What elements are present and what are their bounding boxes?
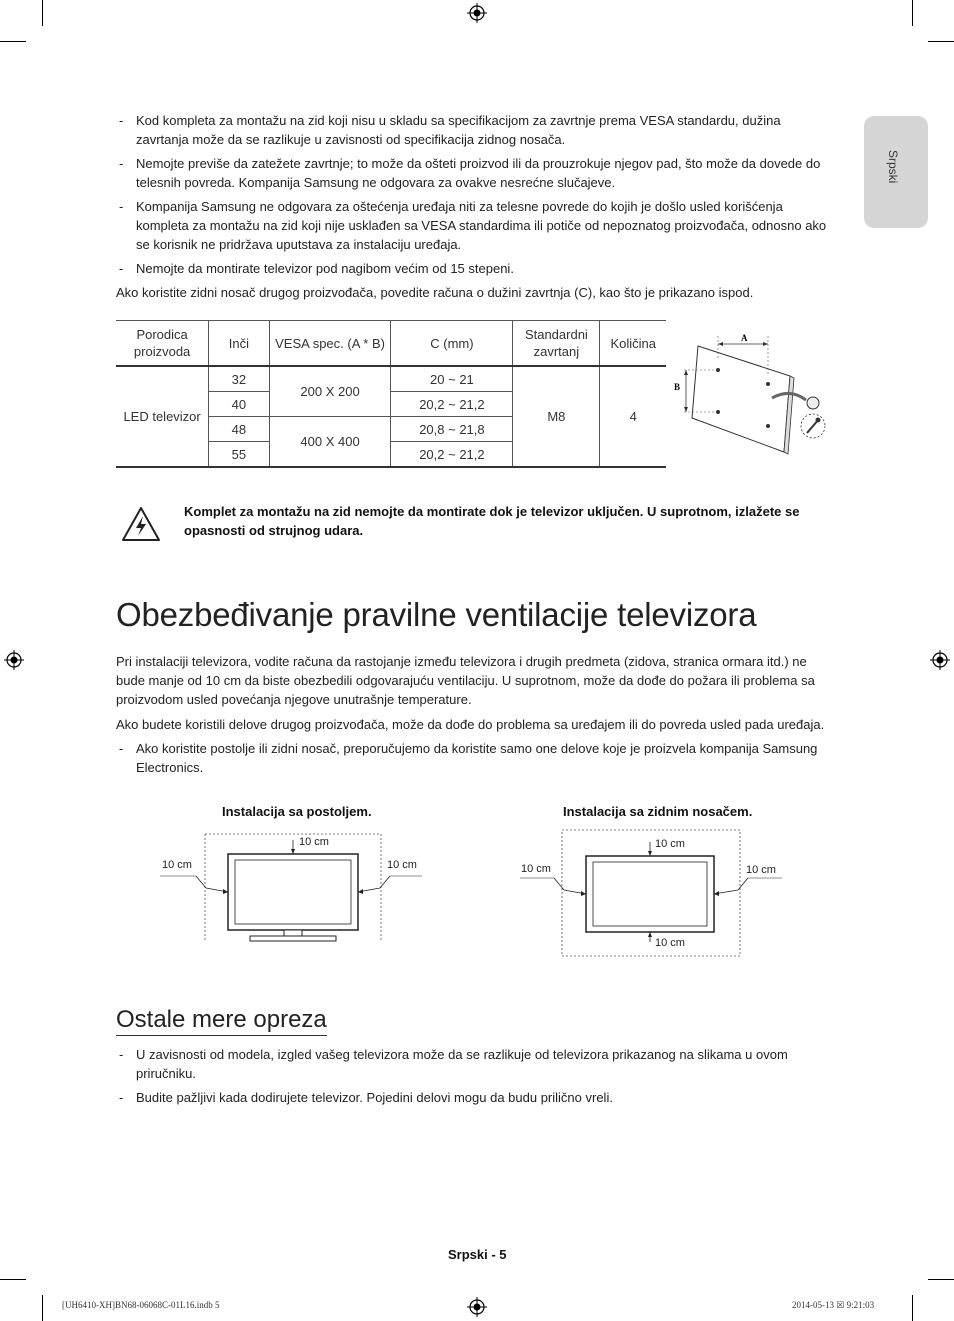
list-item: - Kompanija Samsung ne odgovara za oštećenja uređaja niti za telesne povrede do kojih je došlo usled korišćenja kompleta za montažu na zid koji nije usklađen sa VESA standardima ili potiče od nepoznatog proizvođača, odnosno ako se korisnik ne pridržava uputstava za instalaciju uređaja.: [116, 197, 836, 254]
column-header: Standardni zavrtanj: [513, 321, 600, 367]
table-cell: 32: [209, 366, 269, 392]
table-header-row: [116, 321, 666, 367]
table-cell: M8: [513, 366, 600, 467]
crop-mark: [912, 0, 913, 26]
crop-mark: [0, 41, 26, 42]
ventilation-section-title: Obezbeđivanje pravilne ventilacije televizora: [116, 596, 757, 633]
clearance-left-label: 10 cm: [162, 859, 192, 871]
vesa-mount-diagram: [672, 326, 837, 456]
list-item: - Nemojte previše da zatežete zavrtnje; to može da ošteti proizvod ili da prouzrokuje njegov pad, što može da dovede do telesnih povreda. Kompanija Samsung ne odgovara za ovakve nesrećne slučajeve.: [116, 154, 836, 192]
language-side-tab-label: Srpski: [886, 150, 900, 184]
crop-mark: [928, 1279, 954, 1280]
label-a: A: [741, 333, 748, 343]
clearance-bottom-label: 10 cm: [655, 937, 685, 949]
column-header: Inči: [209, 321, 269, 367]
print-timestamp: 2014-05-13 ☒ 9:21:03: [792, 1300, 875, 1310]
wall-installation-diagram: [520, 826, 790, 961]
label-b: B: [674, 382, 681, 392]
table-cell: 40: [209, 392, 269, 417]
language-side-tab: [864, 116, 928, 228]
wall-mount-spec-table: [116, 320, 666, 468]
stand-installation-title: Instalacija sa postoljem.: [222, 804, 372, 819]
column-header: Količina: [600, 321, 666, 367]
list-item: - U zavisnosti od modela, izgled vašeg televizora može da se razlikuje od televizora prikazanog na slikama u ovom priručniku.: [116, 1045, 836, 1083]
clearance-right-label: 10 cm: [387, 859, 417, 871]
clearance-left-label: 10 cm: [521, 863, 551, 875]
list-item: - Nemojte da montirate televizor pod nagibom većim od 15 stepeni.: [116, 259, 836, 278]
crop-mark: [928, 41, 954, 42]
ventilation-notes: [116, 739, 836, 782]
clearance-top-label: 10 cm: [299, 836, 329, 848]
print-file-name: [UH6410-XH]BN68-06068C-01L16.indb 5: [62, 1300, 220, 1310]
precautions-section-title: Ostale mere opreza: [116, 1006, 327, 1036]
table-cell: 20,8 ~ 21,8: [391, 417, 513, 442]
crop-mark: [42, 0, 43, 26]
electric-shock-warning-icon: [121, 506, 161, 542]
table-cell: 20 ~ 21: [391, 366, 513, 392]
screw-length-note: Ako koristite zidni nosač drugog proizvođača, povedite računa o dužini zavrtnja (C), kao što je prikazano ispod.: [116, 285, 754, 300]
table-cell: 20,2 ~ 21,2: [391, 442, 513, 468]
table-cell: 55: [209, 442, 269, 468]
column-header: Porodica proizvoda: [116, 321, 209, 367]
crop-mark: [42, 1295, 43, 1321]
column-header: C (mm): [391, 321, 513, 367]
table-cell: LED televizor: [116, 366, 209, 467]
column-header: VESA spec. (A * B): [269, 321, 391, 367]
page-number: Srpski - 5: [448, 1247, 507, 1262]
table-cell: 48: [209, 417, 269, 442]
clearance-right-label: 10 cm: [746, 864, 776, 876]
table-cell: 20,2 ~ 21,2: [391, 392, 513, 417]
ventilation-paragraph: Pri instalaciji televizora, vodite računa da rastojanje između televizora i drugih predmeta (zidova, stranica ormara itd.) ne bude manje od 10 cm da biste obezbedili odgovarajuću ventilaciju. U suprotnom, može da dođe do požara ili problema sa proizvodom usled povećanja njegove unutrašnje temperature.: [116, 654, 815, 707]
registration-mark-icon: [930, 650, 950, 670]
list-item: - Budite pažljivi kada dodirujete televizor. Pojedini delovi mogu da budu prilično vreli.: [116, 1088, 836, 1107]
list-item: - Ako koristite postolje ili zidni nosač, preporučujemo da koristite samo one delove koje je proizvela kompanija Samsung Electronics.: [116, 739, 836, 777]
registration-mark-icon: [4, 650, 24, 670]
crop-mark: [912, 1295, 913, 1321]
precautions-list: [116, 1045, 836, 1112]
registration-mark-icon: [467, 1297, 487, 1317]
table-cell: 4: [600, 366, 666, 467]
electric-shock-warning-text: Komplet za montažu na zid nemojte da montirate dok je televizor uključen. U suprotnom, izlažete se opasnosti od strujnog udara.: [184, 504, 800, 538]
stand-installation-diagram: [160, 826, 430, 946]
wall-mount-notes: [116, 111, 836, 283]
clearance-top-label: 10 cm: [655, 838, 685, 850]
table-cell: 400 X 400: [269, 417, 391, 468]
registration-mark-icon: [467, 3, 487, 23]
table-row: [116, 366, 666, 392]
list-item: - Kod kompleta za montažu na zid koji nisu u skladu sa specifikacijom za zavrtnje prema VESA standardu, dužina zavrtanja može da se razlikuje u zavisnosti od specifikacija zidnog nosača.: [116, 111, 836, 149]
wall-installation-title: Instalacija sa zidnim nosačem.: [563, 804, 753, 819]
crop-mark: [0, 1279, 26, 1280]
table-cell: 200 X 200: [269, 366, 391, 417]
ventilation-paragraph: Ako budete koristili delove drugog proizvođača, može da dođe do problema sa uređajem ili do povreda usled pada uređaja.: [116, 717, 825, 732]
